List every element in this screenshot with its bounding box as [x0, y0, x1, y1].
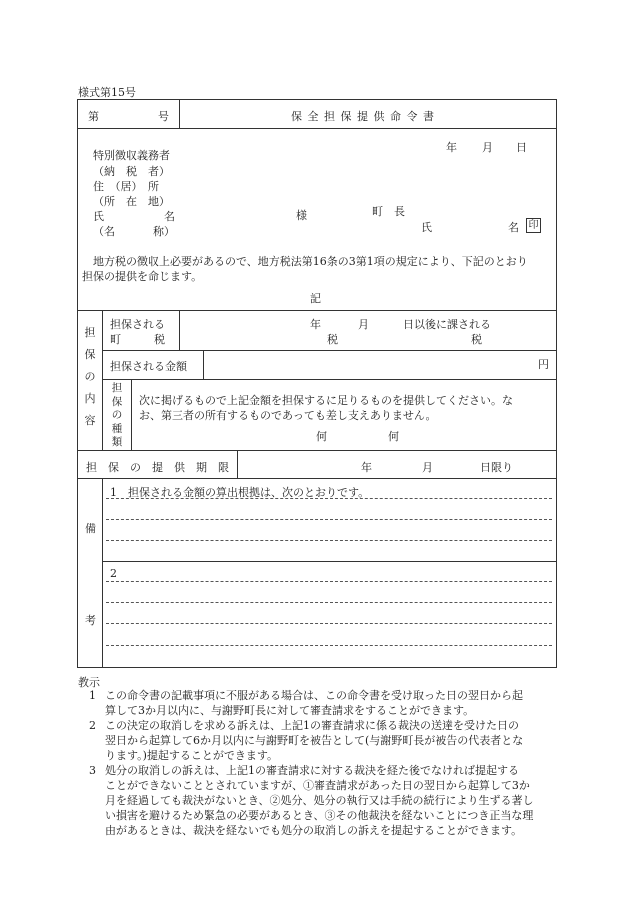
security-type-text: 次に掲げるもので上記金額を担保するに足りるものを提供してください。な	[139, 394, 513, 407]
content-side-label: 担 保 の 内 容	[84, 326, 96, 427]
taxpayer-line: （納 税 者）	[93, 165, 170, 178]
number-prefix: 第	[88, 110, 99, 123]
deadline-month: 月	[422, 461, 433, 474]
remarks-label-bottom: 考	[85, 614, 96, 627]
secured-amount-label: 担保される金額	[110, 360, 187, 373]
item-nani-2: 何	[388, 430, 399, 443]
security-type-text: お、第三者の所有するものであっても差し支えありません。	[139, 409, 437, 422]
issuer-name-label: 氏	[421, 221, 432, 234]
deadline-year: 年	[361, 461, 372, 474]
row1-tax-2: 税	[471, 333, 482, 346]
taxpayer-line: 氏 名	[93, 210, 175, 223]
security-type-label: 担 保 の 種 類	[111, 382, 123, 448]
seal-mark: 印	[526, 218, 541, 233]
document-title: 保 全 担 保 提 供 命 令 書	[291, 110, 435, 123]
date-day: 日	[516, 141, 527, 154]
row1-tax-1: 税	[327, 333, 338, 346]
ki-heading: 記	[310, 292, 321, 305]
body-text-line: 担保の提供を命じます。	[82, 270, 203, 283]
taxpayer-line: （所 在 地）	[93, 195, 170, 208]
taxpayer-line: 特別徴収義務者	[93, 149, 170, 162]
item-nani-1: 何	[316, 430, 327, 443]
secured-tax-label: 担保される	[110, 318, 165, 331]
row1-month: 月	[358, 318, 369, 331]
taxpayer-line: （名 称）	[93, 225, 175, 238]
deadline-label: 担 保 の 提 供 期 限	[86, 461, 229, 474]
deadline-suffix: 日限り	[480, 461, 513, 474]
date-month: 月	[482, 141, 493, 154]
remarks-item-1: 1 担保される金額の算出根拠は、次のとおりです。	[110, 486, 370, 499]
form-number-label: 様式第15号	[78, 86, 136, 99]
secured-tax-label: 町 税	[110, 333, 165, 346]
yen-unit: 円	[538, 358, 549, 371]
instructions-heading: 教示	[78, 676, 100, 689]
taxpayer-line: 住 （居） 所	[93, 180, 159, 193]
row1-suffix: 日以後に課される	[403, 318, 491, 331]
honorific-sama: 様	[296, 209, 307, 222]
issuer-title: 町 長	[372, 205, 405, 218]
remarks-label-top: 備	[85, 522, 96, 535]
date-year: 年	[446, 141, 457, 154]
row1-year: 年	[310, 318, 321, 331]
remarks-item-2: 2	[110, 567, 117, 580]
body-text-line: 地方税の徴収上必要があるので、地方税法第16条の3第1項の規定により、下記のとおり	[93, 255, 528, 268]
issuer-name-suffix: 名	[508, 221, 519, 234]
number-suffix: 号	[158, 110, 169, 123]
